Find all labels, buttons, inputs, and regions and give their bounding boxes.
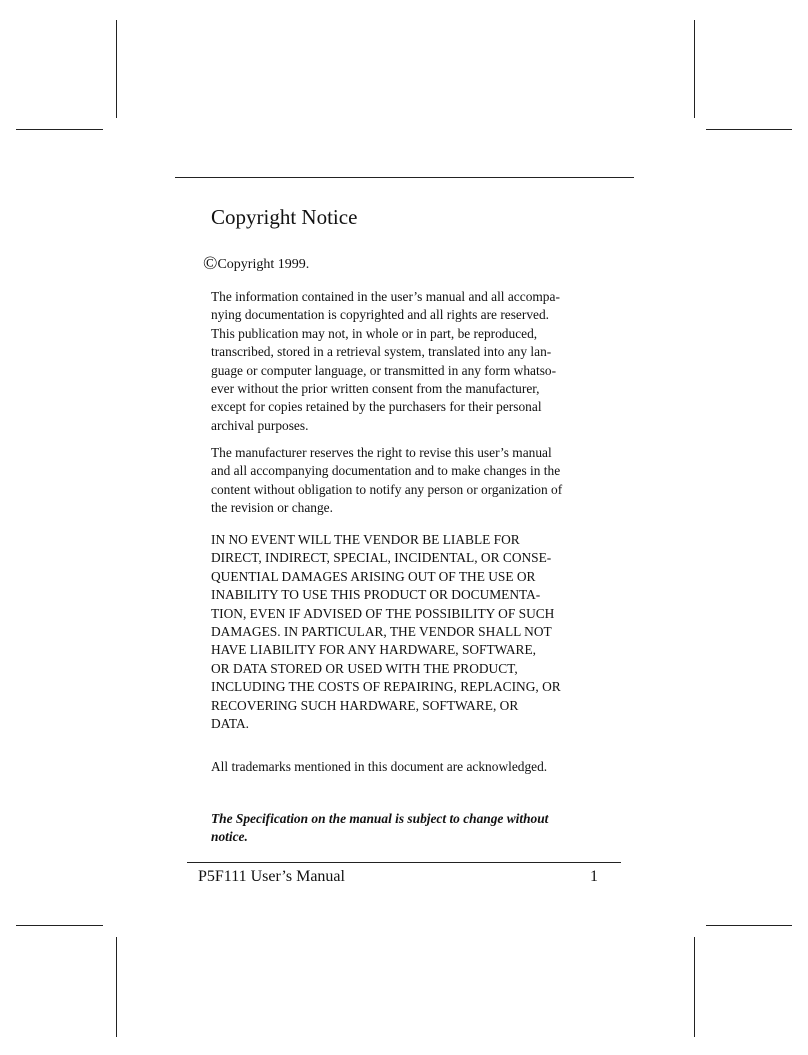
text-line: guage or computer language, or transmitted in any form whatso- [211,362,557,378]
text-line: DAMAGES. IN PARTICULAR, THE VENDOR SHALL NOT [211,624,552,640]
text-line: The information contained in the user’s manual and all accompa- [211,289,560,304]
text-line: The manufacturer reserves the right to revise this user’s manual [211,445,552,460]
copyright-text: Copyright 1999. [217,257,310,272]
text-line: notice. [211,829,248,845]
text-line: INCLUDING THE COSTS OF REPAIRING, REPLACING, OR [211,679,561,695]
paragraph-liability [211,531,561,733]
footer-page-number: 1 [590,868,598,885]
crop-mark-top-left-vertical [116,20,117,118]
text-line: nying documentation is copyrighted and all rights are reserved. [211,307,550,323]
text-line: content without obligation to notify any person or organization of [211,481,563,497]
crop-mark-bottom-right-vertical [694,937,695,1037]
crop-mark-top-right-vertical [694,20,695,118]
crop-mark-bottom-left-vertical [116,937,117,1037]
text-line: and all accompanying documentation and to make changes in the [211,463,561,479]
text-line: except for copies retained by the purchasers for their personal [211,399,542,415]
crop-mark-bottom-left-horizontal [16,925,103,926]
text-line: the revision or change. [211,500,333,516]
text-line: DIRECT, INDIRECT, SPECIAL, INCIDENTAL, OR CONSE- [211,550,552,566]
header-rule [175,177,634,178]
text-line: DATA. [211,716,249,732]
paragraph-trademarks [211,758,547,776]
page-title: Copyright Notice [211,205,358,229]
text-line: All trademarks mentioned in this document are acknowledged. [211,759,548,774]
footer-manual-name: P5F111 User’s Manual [198,868,345,885]
text-line: The Specification on the manual is subject to change without [211,811,549,826]
text-line: RECOVERING SUCH HARDWARE, SOFTWARE, OR [211,697,519,713]
text-line: transcribed, stored in a retrieval system, translated into any lan- [211,344,552,360]
text-line: OR DATA STORED OR USED WITH THE PRODUCT, [211,660,518,676]
text-line: TION, EVEN IF ADVISED OF THE POSSIBILITY OF SUCH [211,605,555,621]
paragraph-specification-notice [211,810,548,847]
text-line: ever without the prior written consent from the manufacturer, [211,381,540,397]
footer-rule [187,862,621,863]
copyright-symbol: © [203,253,218,274]
paragraph-rights [211,288,560,435]
text-line: INABILITY TO USE THIS PRODUCT OR DOCUMENTA- [211,587,541,603]
text-line: IN NO EVENT WILL THE VENDOR BE LIABLE FOR [211,532,520,547]
text-line: QUENTIAL DAMAGES ARISING OUT OF THE USE OR [211,568,536,584]
crop-mark-top-right-horizontal [706,129,792,130]
text-line: This publication may not, in whole or in part, be reproduced, [211,325,538,341]
text-line: HAVE LIABILITY FOR ANY HARDWARE, SOFTWARE, [211,642,536,658]
crop-mark-top-left-horizontal [16,129,103,130]
crop-mark-bottom-right-horizontal [706,925,792,926]
copyright-line [203,254,309,275]
text-line: archival purposes. [211,417,309,433]
paragraph-revision [211,444,562,518]
